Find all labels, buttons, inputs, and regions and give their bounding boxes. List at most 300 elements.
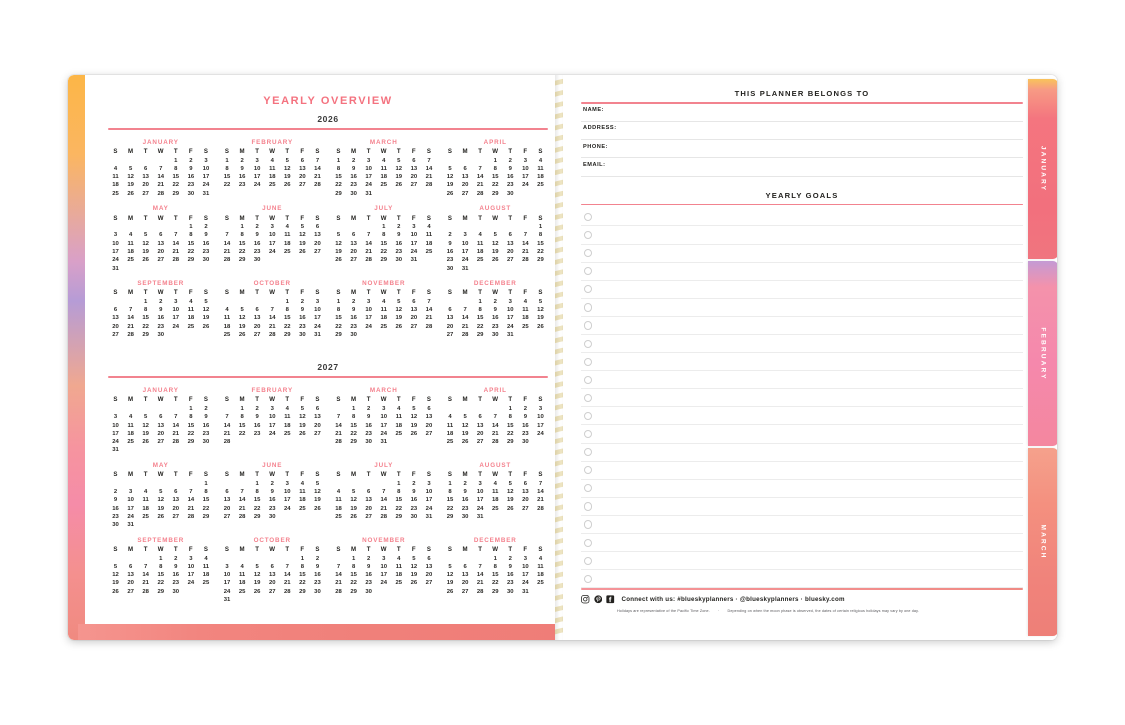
calendar-day[interactable]: 13 (410, 165, 418, 172)
calendar-day[interactable]: 17 (268, 422, 276, 429)
calendar-day[interactable]: 16 (157, 315, 165, 322)
calendar-day[interactable]: 21 (365, 248, 372, 255)
calendar-day[interactable]: 22 (284, 323, 291, 330)
calendar-day[interactable]: 11 (127, 422, 134, 429)
calendar-day[interactable]: 18 (284, 240, 291, 247)
calendar-day[interactable]: 11 (202, 563, 210, 570)
calendar-day[interactable]: 2 (367, 555, 371, 562)
calendar-day[interactable]: 23 (202, 248, 210, 255)
calendar-day[interactable]: 6 (427, 555, 431, 562)
calendar-day[interactable]: 11 (492, 489, 499, 496)
calendar-day[interactable]: 8 (240, 232, 244, 239)
calendar-day[interactable]: 21 (142, 580, 149, 587)
calendar-day[interactable]: 27 (223, 513, 231, 520)
calendar-day[interactable]: 27 (253, 332, 261, 339)
calendar-day[interactable]: 21 (172, 248, 180, 255)
calendar-day[interactable]: 1 (189, 405, 193, 412)
calendar-day[interactable]: 7 (336, 414, 341, 421)
calendar-day[interactable]: 4 (189, 298, 193, 305)
calendar-day[interactable]: 16 (461, 497, 469, 504)
facebook-icon[interactable] (606, 595, 615, 604)
calendar-day[interactable]: 26 (507, 505, 514, 512)
calendar-day[interactable]: 3 (270, 224, 274, 231)
calendar-day[interactable]: 23 (157, 323, 165, 330)
calendar-day[interactable]: 14 (335, 422, 342, 429)
calendar-day[interactable]: 27 (365, 513, 372, 520)
calendar-day[interactable]: 14 (172, 422, 180, 429)
calendar-day[interactable]: 8 (397, 489, 401, 496)
calendar-day[interactable]: 6 (225, 489, 229, 496)
calendar-day[interactable]: 12 (238, 315, 246, 322)
calendar-day[interactable]: 23 (202, 430, 210, 437)
mini-calendar[interactable] (108, 280, 214, 339)
calendar-day[interactable]: 26 (537, 323, 544, 330)
calendar-day[interactable]: 17 (380, 422, 388, 429)
calendar-day[interactable]: 13 (461, 572, 469, 579)
calendar-day[interactable]: 10 (425, 489, 433, 496)
calendar-day[interactable]: 9 (463, 489, 467, 496)
calendar-day[interactable]: 15 (350, 572, 357, 579)
calendar-day[interactable]: 10 (284, 489, 291, 496)
calendar-day[interactable]: 15 (395, 497, 403, 504)
calendar-day[interactable]: 29 (507, 439, 514, 446)
calendar-day[interactable]: 30 (187, 190, 195, 197)
calendar-day[interactable]: 16 (350, 174, 357, 181)
calendar-day[interactable]: 2 (255, 405, 259, 412)
calendar-day[interactable]: 25 (425, 248, 433, 255)
calendar-day[interactable]: 16 (350, 315, 357, 322)
calendar-day[interactable]: 5 (113, 563, 118, 570)
calendar-day[interactable]: 9 (204, 414, 208, 421)
calendar-day[interactable]: 24 (253, 182, 261, 189)
calendar-day[interactable]: 10 (537, 414, 544, 421)
calendar-day[interactable]: 25 (202, 580, 210, 587)
calendar-day[interactable]: 17 (172, 315, 180, 322)
calendar-day[interactable]: 6 (463, 165, 467, 172)
calendar-day[interactable]: 30 (299, 332, 306, 339)
calendar-day[interactable]: 16 (507, 174, 514, 181)
calendar-day[interactable]: 21 (187, 505, 195, 512)
calendar-day[interactable]: 19 (314, 497, 321, 504)
calendar-day[interactable]: 11 (223, 315, 231, 322)
calendar-day[interactable]: 28 (335, 439, 342, 446)
calendar-day[interactable]: 18 (223, 323, 231, 330)
calendar-day[interactable]: 10 (380, 414, 388, 421)
calendar-day[interactable]: 19 (410, 422, 418, 429)
calendar-day[interactable]: 21 (127, 323, 134, 330)
calendar-day[interactable]: 18 (380, 315, 388, 322)
calendar-day[interactable]: 29 (380, 257, 388, 264)
calendar-day[interactable]: 10 (127, 497, 134, 504)
calendar-day[interactable]: 18 (127, 248, 134, 255)
calendar-day[interactable]: 16 (112, 505, 119, 512)
calendar-day[interactable]: 29 (335, 190, 342, 197)
calendar-day[interactable]: 4 (382, 157, 386, 164)
calendar-day[interactable]: 3 (113, 414, 118, 421)
calendar-day[interactable]: 11 (269, 165, 276, 172)
goal-row[interactable] (581, 317, 1023, 335)
calendar-day[interactable]: 24 (202, 182, 210, 189)
calendar-day[interactable]: 3 (412, 224, 416, 231)
calendar-day[interactable]: 10 (314, 307, 321, 314)
calendar-day[interactable]: 16 (253, 240, 261, 247)
calendar-day[interactable]: 22 (507, 430, 514, 437)
calendar-day[interactable]: 6 (367, 489, 371, 496)
calendar-day[interactable]: 18 (142, 505, 149, 512)
calendar-day[interactable]: 29 (350, 439, 357, 446)
calendar-day[interactable]: 26 (202, 323, 210, 330)
calendar-day[interactable]: 24 (127, 513, 134, 520)
calendar-day[interactable]: 18 (112, 182, 119, 189)
calendar-day[interactable]: 12 (112, 572, 119, 579)
calendar-day[interactable]: 28 (461, 332, 469, 339)
goal-row[interactable] (581, 389, 1023, 407)
calendar-day[interactable]: 12 (253, 572, 261, 579)
calendar-day[interactable]: 31 (223, 596, 231, 603)
calendar-day[interactable]: 8 (493, 563, 497, 570)
calendar-day[interactable]: 17 (522, 572, 529, 579)
calendar-day[interactable]: 28 (127, 332, 134, 339)
calendar-day[interactable]: 19 (491, 248, 499, 255)
calendar-day[interactable]: 23 (410, 505, 418, 512)
calendar-day[interactable]: 21 (238, 505, 246, 512)
calendar-day[interactable]: 17 (202, 174, 210, 181)
calendar-day[interactable]: 11 (299, 489, 306, 496)
calendar-day[interactable]: 4 (240, 563, 244, 570)
calendar-day[interactable]: 31 (425, 513, 433, 520)
calendar-day[interactable]: 10 (365, 165, 372, 172)
calendar-day[interactable]: 26 (410, 580, 418, 587)
calendar-day[interactable]: 24 (187, 580, 195, 587)
calendar-day[interactable]: 5 (144, 232, 148, 239)
calendar-day[interactable]: 20 (127, 580, 134, 587)
calendar-day[interactable]: 5 (285, 157, 289, 164)
calendar-day[interactable]: 18 (446, 430, 454, 437)
calendar-day[interactable]: 25 (268, 182, 276, 189)
calendar-day[interactable]: 29 (335, 332, 342, 339)
calendar-day[interactable]: 11 (537, 563, 544, 570)
calendar-day[interactable]: 24 (268, 430, 276, 437)
calendar-day[interactable]: 17 (187, 572, 195, 579)
calendar-day[interactable]: 15 (238, 240, 246, 247)
calendar-day[interactable]: 29 (491, 190, 499, 197)
calendar-day[interactable]: 27 (112, 332, 119, 339)
calendar-day[interactable]: 24 (522, 182, 529, 189)
calendar-day[interactable]: 28 (157, 190, 165, 197)
calendar-day[interactable]: 10 (522, 165, 529, 172)
calendar-day[interactable]: 11 (380, 307, 387, 314)
calendar-day[interactable]: 2 (204, 405, 208, 412)
calendar-day[interactable]: 3 (508, 298, 512, 305)
calendar-day[interactable]: 5 (255, 563, 259, 570)
calendar-day[interactable]: 24 (284, 505, 291, 512)
calendar-day[interactable]: 17 (314, 315, 321, 322)
calendar-day[interactable]: 27 (425, 580, 433, 587)
calendar-day[interactable]: 11 (395, 414, 402, 421)
calendar-day[interactable]: 31 (380, 439, 388, 446)
goal-row[interactable] (581, 480, 1023, 498)
calendar-day[interactable]: 1 (493, 555, 497, 562)
calendar-day[interactable]: 14 (365, 240, 372, 247)
owner-field-phone[interactable] (581, 140, 1023, 158)
calendar-day[interactable]: 3 (174, 298, 178, 305)
calendar-day[interactable]: 9 (351, 307, 356, 314)
calendar-day[interactable]: 8 (336, 165, 341, 172)
mini-calendar[interactable] (443, 387, 549, 455)
calendar-day[interactable]: 29 (395, 513, 403, 520)
calendar-day[interactable]: 11 (477, 240, 484, 247)
calendar-day[interactable]: 24 (365, 182, 372, 189)
calendar-day[interactable]: 27 (299, 182, 306, 189)
goal-checkbox-icon[interactable] (584, 376, 592, 384)
calendar-day[interactable]: 24 (507, 323, 514, 330)
calendar-day[interactable]: 16 (172, 572, 180, 579)
calendar-day[interactable]: 12 (202, 307, 210, 314)
calendar-day[interactable]: 18 (284, 422, 291, 429)
calendar-day[interactable]: 31 (476, 513, 484, 520)
calendar-day[interactable]: 22 (380, 248, 388, 255)
calendar-day[interactable]: 19 (112, 580, 119, 587)
calendar-day[interactable]: 25 (395, 580, 403, 587)
calendar-day[interactable]: 19 (127, 182, 134, 189)
goal-checkbox-icon[interactable] (584, 502, 592, 510)
calendar-day[interactable]: 31 (365, 190, 372, 197)
calendar-day[interactable]: 11 (537, 165, 544, 172)
calendar-day[interactable]: 3 (204, 157, 208, 164)
calendar-day[interactable]: 14 (268, 315, 276, 322)
goal-checkbox-icon[interactable] (584, 358, 592, 366)
calendar-day[interactable]: 16 (238, 174, 246, 181)
calendar-day[interactable]: 8 (255, 489, 259, 496)
calendar-day[interactable]: 19 (507, 497, 514, 504)
calendar-day[interactable]: 19 (299, 422, 306, 429)
calendar-day[interactable]: 12 (446, 174, 454, 181)
goal-row[interactable] (581, 208, 1023, 226)
calendar-day[interactable]: 20 (112, 323, 119, 330)
calendar-day[interactable]: 8 (240, 414, 244, 421)
calendar-day[interactable]: 25 (299, 505, 306, 512)
calendar-day[interactable]: 3 (382, 555, 386, 562)
calendar-day[interactable]: 20 (314, 422, 321, 429)
calendar-day[interactable]: 27 (446, 332, 454, 339)
calendar-day[interactable]: 8 (351, 563, 356, 570)
calendar-day[interactable]: 14 (476, 572, 484, 579)
calendar-day[interactable]: 24 (425, 505, 433, 512)
calendar-day[interactable]: 10 (507, 307, 514, 314)
calendar-day[interactable]: 29 (350, 588, 357, 595)
mini-calendar[interactable] (443, 462, 549, 530)
calendar-day[interactable]: 12 (314, 489, 321, 496)
calendar-day[interactable]: 9 (367, 563, 371, 570)
calendar-day[interactable]: 7 (144, 563, 148, 570)
calendar-day[interactable]: 15 (253, 497, 261, 504)
calendar-day[interactable]: 1 (144, 298, 148, 305)
calendar-day[interactable]: 7 (523, 232, 528, 239)
calendar-day[interactable]: 23 (507, 182, 514, 189)
calendar-day[interactable]: 20 (476, 430, 484, 437)
mini-calendar[interactable] (108, 387, 214, 455)
calendar-day[interactable]: 27 (476, 439, 484, 446)
calendar-day[interactable]: 13 (299, 165, 306, 172)
calendar-day[interactable]: 14 (461, 315, 469, 322)
calendar-day[interactable]: 20 (299, 174, 306, 181)
calendar-day[interactable]: 14 (238, 497, 246, 504)
calendar-day[interactable]: 28 (284, 588, 291, 595)
calendar-day[interactable]: 8 (174, 165, 178, 172)
calendar-day[interactable]: 2 (159, 298, 163, 305)
mini-calendar[interactable] (108, 139, 214, 198)
calendar-day[interactable]: 23 (350, 182, 357, 189)
calendar-day[interactable]: 12 (284, 165, 291, 172)
calendar-day[interactable]: 2 (240, 157, 244, 164)
goal-row[interactable] (581, 570, 1023, 588)
calendar-day[interactable]: 23 (365, 580, 372, 587)
calendar-day[interactable]: 21 (223, 430, 231, 437)
calendar-day[interactable]: 16 (268, 497, 276, 504)
mini-calendar[interactable] (108, 205, 214, 273)
calendar-day[interactable]: 27 (461, 190, 469, 197)
owner-field-email[interactable] (581, 158, 1023, 176)
calendar-day[interactable]: 19 (142, 248, 149, 255)
calendar-day[interactable]: 30 (350, 190, 357, 197)
calendar-day[interactable]: 14 (491, 422, 499, 429)
calendar-day[interactable]: 6 (448, 307, 452, 314)
goal-checkbox-icon[interactable] (584, 249, 592, 257)
calendar-day[interactable]: 3 (478, 480, 482, 487)
calendar-day[interactable]: 2 (367, 405, 371, 412)
calendar-day[interactable]: 1 (448, 480, 452, 487)
calendar-day[interactable]: 5 (159, 489, 163, 496)
calendar-day[interactable]: 7 (285, 563, 289, 570)
calendar-day[interactable]: 16 (187, 174, 195, 181)
calendar-day[interactable]: 11 (335, 497, 342, 504)
calendar-day[interactable]: 4 (382, 298, 386, 305)
calendar-day[interactable]: 22 (335, 182, 342, 189)
goal-checkbox-icon[interactable] (584, 539, 592, 547)
calendar-day[interactable]: 17 (461, 248, 469, 255)
calendar-day[interactable]: 22 (187, 248, 195, 255)
goal-row[interactable] (581, 552, 1023, 570)
calendar-day[interactable]: 19 (299, 240, 306, 247)
calendar-day[interactable]: 8 (225, 165, 229, 172)
calendar-day[interactable]: 25 (284, 430, 291, 437)
calendar-day[interactable]: 27 (410, 323, 418, 330)
calendar-day[interactable]: 25 (476, 257, 484, 264)
goal-row[interactable] (581, 498, 1023, 516)
calendar-day[interactable]: 6 (128, 563, 133, 570)
calendar-day[interactable]: 2 (397, 224, 401, 231)
calendar-day[interactable]: 15 (299, 572, 306, 579)
calendar-day[interactable]: 22 (299, 580, 306, 587)
calendar-day[interactable]: 25 (537, 580, 544, 587)
calendar-day[interactable]: 13 (112, 315, 119, 322)
calendar-day[interactable]: 27 (157, 439, 165, 446)
calendar-day[interactable]: 25 (238, 588, 246, 595)
calendar-day[interactable]: 16 (202, 422, 210, 429)
calendar-day[interactable]: 22 (537, 248, 544, 255)
calendar-day[interactable]: 22 (253, 505, 261, 512)
calendar-day[interactable]: 1 (493, 157, 497, 164)
owner-field-address[interactable] (581, 122, 1023, 140)
calendar-day[interactable]: 17 (537, 422, 544, 429)
calendar-day[interactable]: 26 (127, 190, 134, 197)
calendar-day[interactable]: 9 (189, 165, 193, 172)
calendar-day[interactable]: 19 (410, 572, 418, 579)
calendar-day[interactable]: 13 (476, 422, 484, 429)
calendar-day[interactable]: 9 (113, 497, 118, 504)
calendar-day[interactable]: 15 (172, 174, 180, 181)
calendar-day[interactable]: 31 (522, 588, 529, 595)
calendar-day[interactable]: 27 (410, 182, 418, 189)
calendar-day[interactable]: 15 (537, 240, 544, 247)
calendar-day[interactable]: 28 (238, 513, 246, 520)
calendar-day[interactable]: 30 (365, 439, 372, 446)
calendar-day[interactable]: 30 (268, 513, 276, 520)
calendar-day[interactable]: 19 (446, 580, 454, 587)
calendar-day[interactable]: 14 (425, 307, 433, 314)
calendar-day[interactable]: 2 (174, 555, 178, 562)
calendar-day[interactable]: 23 (461, 505, 469, 512)
calendar-day[interactable]: 23 (350, 323, 357, 330)
calendar-day[interactable]: 8 (285, 307, 289, 314)
calendar-day[interactable]: 4 (270, 157, 274, 164)
calendar-day[interactable]: 2 (113, 489, 118, 496)
mini-calendar[interactable] (220, 139, 326, 198)
calendar-day[interactable]: 29 (299, 588, 306, 595)
calendar-day[interactable]: 23 (395, 248, 403, 255)
calendar-day[interactable]: 10 (253, 165, 261, 172)
mini-calendar[interactable] (331, 205, 437, 273)
calendar-day[interactable]: 4 (397, 555, 401, 562)
goal-checkbox-icon[interactable] (584, 466, 592, 474)
calendar-day[interactable]: 26 (142, 439, 149, 446)
calendar-day[interactable]: 14 (223, 240, 231, 247)
calendar-day[interactable]: 17 (268, 240, 276, 247)
calendar-day[interactable]: 3 (382, 405, 386, 412)
month-tab-february[interactable] (1028, 261, 1057, 446)
calendar-day[interactable]: 13 (172, 497, 180, 504)
calendar-day[interactable]: 1 (285, 298, 289, 305)
calendar-day[interactable]: 16 (507, 572, 514, 579)
calendar-day[interactable]: 6 (412, 298, 416, 305)
calendar-day[interactable]: 28 (476, 190, 484, 197)
calendar-day[interactable]: 31 (112, 447, 119, 454)
calendar-day[interactable]: 2 (493, 298, 497, 305)
calendar-day[interactable]: 25 (187, 323, 195, 330)
calendar-day[interactable]: 28 (142, 588, 149, 595)
calendar-day[interactable]: 1 (300, 555, 305, 562)
calendar-day[interactable]: 12 (350, 497, 357, 504)
calendar-day[interactable]: 26 (350, 513, 357, 520)
calendar-day[interactable]: 28 (491, 439, 499, 446)
calendar-day[interactable]: 19 (537, 315, 544, 322)
calendar-day[interactable]: 2 (351, 298, 356, 305)
calendar-day[interactable]: 29 (476, 332, 484, 339)
calendar-day[interactable]: 8 (159, 563, 163, 570)
calendar-day[interactable]: 14 (314, 165, 321, 172)
goal-row[interactable] (581, 407, 1023, 425)
calendar-day[interactable]: 11 (284, 414, 291, 421)
calendar-day[interactable]: 2 (189, 157, 193, 164)
calendar-day[interactable]: 19 (395, 315, 403, 322)
calendar-day[interactable]: 8 (351, 414, 356, 421)
calendar-day[interactable]: 1 (159, 555, 163, 562)
calendar-day[interactable]: 25 (446, 439, 454, 446)
calendar-day[interactable]: 3 (225, 563, 229, 570)
calendar-day[interactable]: 16 (253, 422, 261, 429)
calendar-day[interactable]: 13 (157, 240, 165, 247)
calendar-day[interactable]: 12 (142, 422, 149, 429)
